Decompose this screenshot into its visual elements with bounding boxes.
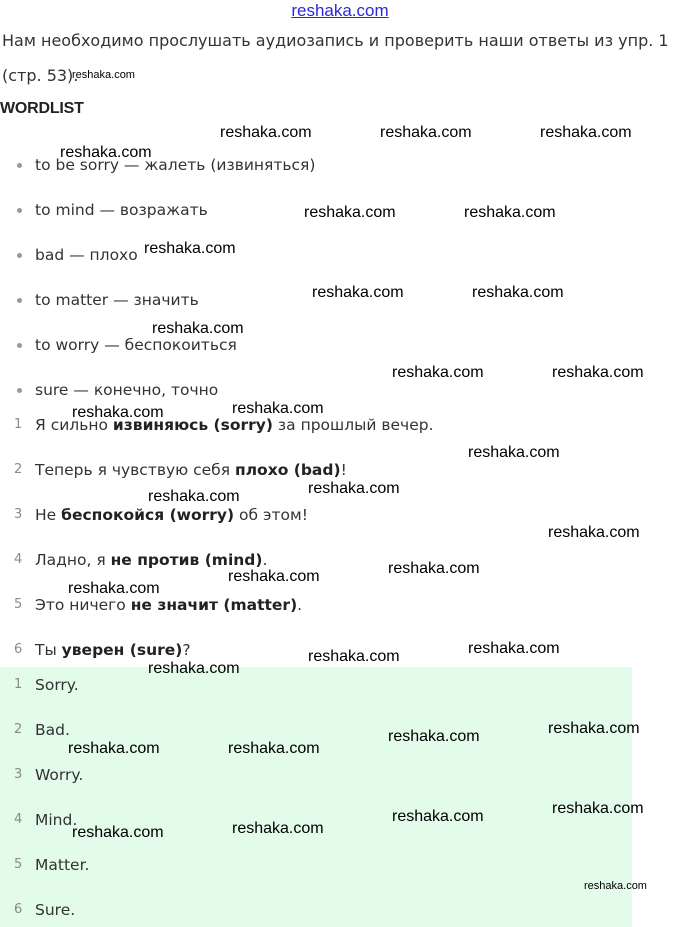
sentence-text-after: . (297, 596, 303, 614)
sentence-text-before: Ладно, я (35, 551, 111, 569)
item-number: 6 (14, 902, 23, 917)
watermark-text: reshaka.com (220, 124, 312, 141)
watermark-text: reshaka.com (68, 580, 160, 597)
watermark-text: reshaka.com (468, 444, 560, 461)
watermark-text: reshaka.com (548, 524, 640, 541)
watermark-text: reshaka.com (308, 480, 400, 497)
watermark-text: reshaka.com (144, 240, 236, 257)
sentence-text-after: ! (340, 461, 347, 479)
intro-line-2: (стр. 53). (2, 66, 79, 85)
watermark-text: reshaka.com (72, 404, 164, 421)
sentence-text-after: об этом! (234, 506, 308, 524)
item-number: 1 (14, 417, 23, 432)
sentence-keyword: не значит (matter) (130, 596, 298, 614)
answer-text: Bad. (35, 721, 70, 739)
sentence-keyword: беспокойся (worry) (61, 506, 235, 524)
watermark-text: reshaka.com (148, 488, 240, 505)
sentence-text-before: Не (35, 506, 62, 524)
item-number: 4 (14, 812, 23, 827)
wordlist-item-text: sure — конечно, точно (35, 381, 219, 399)
watermark-text: reshaka.com (392, 808, 484, 825)
bullet-dot (17, 163, 22, 168)
intro-line-1: Нам необходимо прослушать аудиозапись и проверить наши ответы из упр. 1 (2, 31, 669, 50)
bullet-dot (17, 253, 22, 258)
watermark-text: reshaka.com (232, 400, 324, 417)
sentence-keyword: не против (mind) (110, 551, 263, 569)
watermark-text: reshaka.com (548, 720, 640, 737)
bullet-dot (17, 298, 22, 303)
watermark-text: reshaka.com (312, 284, 404, 301)
watermark-text: reshaka.com (228, 740, 320, 757)
site-link[interactable]: reshaka.com (291, 1, 389, 20)
watermark-text: reshaka.com (584, 880, 647, 892)
item-number: 6 (14, 642, 23, 657)
item-number: 5 (14, 597, 23, 612)
sentence-keyword: уверен (sure) (61, 641, 183, 659)
wordlist-item-text: to mind — возражать (35, 201, 208, 219)
answer-text: Matter. (35, 856, 90, 874)
watermark-text: reshaka.com (388, 560, 480, 577)
watermark-text: reshaka.com (68, 740, 160, 757)
watermark-text: reshaka.com (228, 568, 320, 585)
sentence-text (35, 457, 347, 483)
watermark-text: reshaka.com (308, 648, 400, 665)
watermark-text: reshaka.com (468, 640, 560, 657)
watermark-text: reshaka.com (540, 124, 632, 141)
bullet-dot (17, 388, 22, 393)
wordlist-item-text: to worry — беспокоиться (35, 336, 237, 354)
watermark-text: reshaka.com (388, 728, 480, 745)
sentence-keyword: извиняюсь (sorry) (112, 416, 273, 434)
wordlist-item-text: to matter — значить (35, 291, 199, 309)
sentence-text-after: за прошлый вечер. (272, 416, 434, 434)
watermark-text: reshaka.com (392, 364, 484, 381)
bullet-dot (17, 343, 22, 348)
answers-panel (0, 667, 632, 927)
watermark-text: reshaka.com (148, 660, 240, 677)
sentence-text-before: Я сильно (35, 416, 113, 434)
sentence-text-before: Ты (35, 641, 62, 659)
answer-text: Sorry. (35, 676, 79, 694)
watermark-text: reshaka.com (472, 284, 564, 301)
watermark-text: reshaka.com (464, 204, 556, 221)
watermark-text: reshaka.com (232, 820, 324, 837)
watermark-text: reshaka.com (72, 824, 164, 841)
item-number: 1 (14, 677, 23, 692)
sentence-keyword: плохо (bad) (235, 461, 341, 479)
answer-text: Worry. (35, 766, 84, 784)
wordlist-item-text: to be sorry — жалеть (извиняться) (35, 156, 316, 174)
sentence-text-after: ? (182, 641, 191, 659)
item-number: 2 (14, 722, 23, 737)
answer-text: Mind. (35, 811, 78, 829)
sentence-text-before: Теперь я чувствую себя (35, 461, 235, 479)
item-number: 5 (14, 857, 23, 872)
item-number: 2 (14, 462, 23, 477)
item-number: 4 (14, 552, 23, 567)
item-number: 3 (14, 767, 23, 782)
sentence-text-before: Это ничего (35, 596, 131, 614)
answer-text: Sure. (35, 901, 76, 919)
wordlist-item-text: bad — плохо (35, 246, 138, 264)
bullet-dot (17, 208, 22, 213)
watermark-text: reshaka.com (60, 144, 152, 161)
wordlist-heading: WORDLIST (0, 100, 84, 117)
watermark-text: reshaka.com (380, 124, 472, 141)
item-number: 3 (14, 507, 23, 522)
watermark-text: reshaka.com (152, 320, 244, 337)
watermark-text: reshaka.com (552, 364, 644, 381)
watermark-text: reshaka.com (304, 204, 396, 221)
watermark-text: reshaka.com (552, 800, 644, 817)
sentence-text-after: . (262, 551, 268, 569)
watermark-text: reshaka.com (72, 69, 135, 81)
